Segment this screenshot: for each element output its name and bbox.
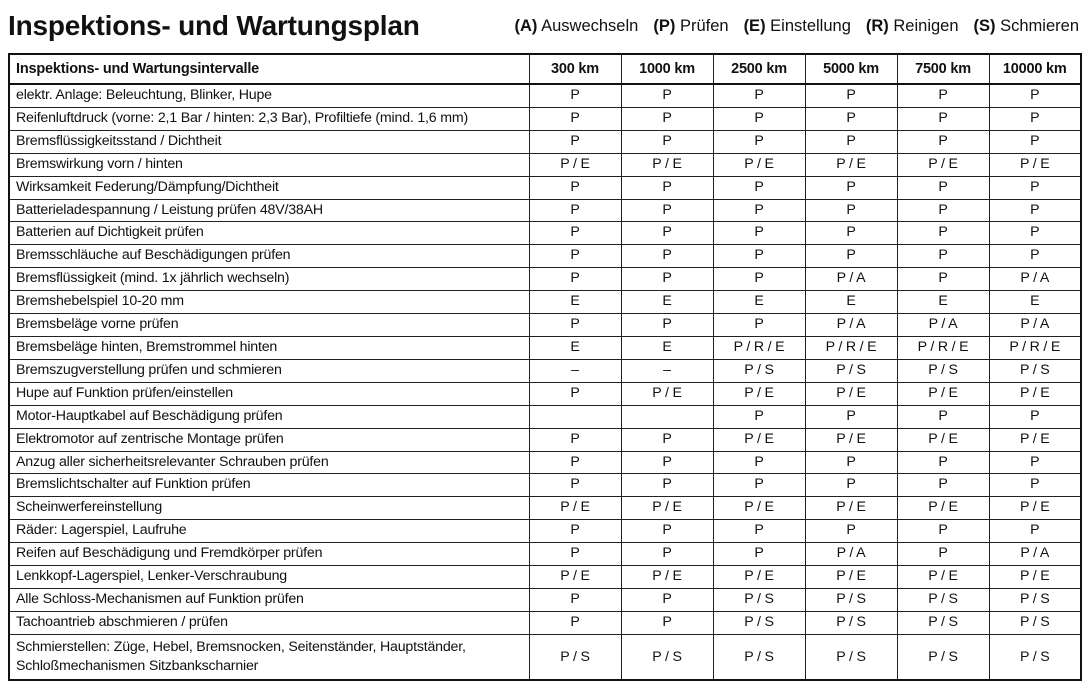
- table-row: [9, 405, 1081, 428]
- row-cell: P: [621, 268, 713, 291]
- row-cell: P: [897, 84, 989, 107]
- row-cell: P / S: [897, 359, 989, 382]
- row-cell: P / E: [897, 153, 989, 176]
- row-cell: P / S: [897, 611, 989, 634]
- row-cell: P / E: [989, 566, 1081, 589]
- row-cell: P: [713, 245, 805, 268]
- row-label: Motor-Hauptkabel auf Beschädigung prüfen: [9, 405, 529, 428]
- row-cell: P: [989, 245, 1081, 268]
- row-cell: P / S: [713, 611, 805, 634]
- row-cell: P: [805, 176, 897, 199]
- row-cell: P: [529, 268, 621, 291]
- row-label: Hupe auf Funktion prüfen/einstellen: [9, 382, 529, 405]
- row-cell: P / S: [805, 611, 897, 634]
- row-cell: P: [529, 84, 621, 107]
- row-cell: P / S: [805, 634, 897, 680]
- row-cell: P: [529, 199, 621, 222]
- row-cell: [621, 405, 713, 428]
- table-row: [9, 245, 1081, 268]
- table-row: [9, 543, 1081, 566]
- legend-label: Schmieren: [1000, 16, 1079, 35]
- table-row: [9, 474, 1081, 497]
- legend-code: (E): [743, 16, 766, 35]
- legend-code: (P): [653, 16, 676, 35]
- row-cell: P: [989, 84, 1081, 107]
- row-label: Bremswirkung vorn / hinten: [9, 153, 529, 176]
- row-cell: P / R / E: [805, 336, 897, 359]
- row-cell: P / A: [897, 314, 989, 337]
- maintenance-table-wrapper: [8, 53, 1080, 681]
- table-row: [9, 634, 1081, 680]
- row-label: Scheinwerfereinstellung: [9, 497, 529, 520]
- row-cell: P / S: [529, 634, 621, 680]
- row-cell: P / E: [989, 382, 1081, 405]
- page-header: [0, 0, 1087, 52]
- row-cell: P: [805, 405, 897, 428]
- table-row: [9, 359, 1081, 382]
- row-label: Räder: Lagerspiel, Laufruhe: [9, 520, 529, 543]
- row-cell: P / R / E: [897, 336, 989, 359]
- row-cell: P: [805, 107, 897, 130]
- maintenance-table: [8, 53, 1082, 681]
- row-cell: P: [621, 428, 713, 451]
- row-cell: P / E: [621, 566, 713, 589]
- row-cell: P: [621, 588, 713, 611]
- row-cell: P: [805, 84, 897, 107]
- row-cell: P: [713, 520, 805, 543]
- row-cell: E: [621, 336, 713, 359]
- row-cell: P: [805, 520, 897, 543]
- row-cell: P: [529, 222, 621, 245]
- row-cell: P: [897, 107, 989, 130]
- legend-code: (R): [865, 16, 889, 35]
- table-header-row: [9, 54, 1081, 84]
- row-cell: P: [713, 451, 805, 474]
- row-cell: P: [805, 199, 897, 222]
- row-cell: E: [897, 291, 989, 314]
- legend-label: Auswechseln: [541, 16, 639, 35]
- row-cell: P / S: [897, 588, 989, 611]
- row-cell: E: [529, 291, 621, 314]
- row-cell: P: [989, 520, 1081, 543]
- row-cell: P: [897, 222, 989, 245]
- row-cell: P: [621, 611, 713, 634]
- table-row: [9, 130, 1081, 153]
- row-cell: E: [529, 336, 621, 359]
- row-label: Bremsbeläge hinten, Bremstrommel hinten: [9, 336, 529, 359]
- row-cell: P: [897, 405, 989, 428]
- row-cell: P / E: [621, 382, 713, 405]
- row-cell: P / E: [529, 566, 621, 589]
- row-cell: P: [897, 176, 989, 199]
- table-row: [9, 107, 1081, 130]
- row-label: Wirksamkeit Federung/Dämpfung/Dichtheit: [9, 176, 529, 199]
- legend-code: (S): [973, 16, 996, 35]
- row-cell: P: [989, 199, 1081, 222]
- row-cell: P: [529, 176, 621, 199]
- row-cell: P: [621, 543, 713, 566]
- row-cell: P: [621, 107, 713, 130]
- column-header-interval: Inspektions- und Wartungsintervalle: [9, 54, 529, 84]
- table-row: [9, 153, 1081, 176]
- legend-item: [744, 17, 851, 36]
- row-cell: P / E: [529, 153, 621, 176]
- row-label: Tachoantrieb abschmieren / prüfen: [9, 611, 529, 634]
- table-row: [9, 222, 1081, 245]
- row-label: Batterien auf Dichtigkeit prüfen: [9, 222, 529, 245]
- row-cell: P: [805, 245, 897, 268]
- row-cell: P / S: [713, 359, 805, 382]
- legend-label: Prüfen: [679, 16, 729, 35]
- column-header-2500km: 2500 km: [713, 54, 805, 84]
- row-cell: P / A: [805, 314, 897, 337]
- row-label: elektr. Anlage: Beleuchtung, Blinker, Hupe: [9, 84, 529, 107]
- legend-item: [515, 17, 639, 36]
- row-label: Reifenluftdruck (vorne: 2,1 Bar / hinten: 2,3 Bar), Profiltiefe (mind. 1,6 mm): [9, 107, 529, 130]
- row-cell: E: [621, 291, 713, 314]
- row-cell: P / E: [897, 497, 989, 520]
- row-cell: P / E: [805, 153, 897, 176]
- row-cell: E: [805, 291, 897, 314]
- column-header-300km: 300 km: [529, 54, 621, 84]
- row-cell: P: [621, 199, 713, 222]
- row-cell: P / S: [621, 634, 713, 680]
- row-label: Bremshebelspiel 10-20 mm: [9, 291, 529, 314]
- row-cell: P: [621, 176, 713, 199]
- row-cell: P / E: [805, 382, 897, 405]
- row-label: Bremsschläuche auf Beschädigungen prüfen: [9, 245, 529, 268]
- row-cell: P / E: [805, 428, 897, 451]
- row-cell: P: [621, 245, 713, 268]
- table-row: [9, 428, 1081, 451]
- row-cell: P / S: [805, 588, 897, 611]
- row-cell: P: [621, 451, 713, 474]
- table-row: [9, 176, 1081, 199]
- row-cell: P / S: [989, 359, 1081, 382]
- row-cell: P / S: [713, 588, 805, 611]
- row-cell: P / R / E: [713, 336, 805, 359]
- row-cell: P: [897, 199, 989, 222]
- row-cell: P: [713, 314, 805, 337]
- table-row: [9, 497, 1081, 520]
- table-row: [9, 611, 1081, 634]
- row-cell: P: [989, 107, 1081, 130]
- table-row: [9, 382, 1081, 405]
- table-row: [9, 84, 1081, 107]
- row-label: Lenkkopf-Lagerspiel, Lenker-Verschraubung: [9, 566, 529, 589]
- row-cell: P: [713, 130, 805, 153]
- row-cell: P: [989, 222, 1081, 245]
- row-cell: P / E: [805, 566, 897, 589]
- row-label: Schmierstellen: Züge, Hebel, Bremsnocken, Seitenständer, Hauptständer, Schloßmechanismen Sitzbankscharnier: [9, 634, 529, 680]
- row-cell: P: [621, 130, 713, 153]
- row-cell: P / E: [713, 566, 805, 589]
- row-cell: –: [621, 359, 713, 382]
- row-cell: P: [897, 520, 989, 543]
- row-cell: P: [529, 543, 621, 566]
- row-cell: P: [713, 543, 805, 566]
- row-cell: P: [621, 84, 713, 107]
- row-cell: P: [713, 268, 805, 291]
- row-label: Elektromotor auf zentrische Montage prüfen: [9, 428, 529, 451]
- row-cell: P: [713, 176, 805, 199]
- row-cell: P: [989, 474, 1081, 497]
- column-header-5000km: 5000 km: [805, 54, 897, 84]
- row-cell: P: [989, 405, 1081, 428]
- row-cell: P: [529, 130, 621, 153]
- row-label: Batterieladespannung / Leistung prüfen 48V/38AH: [9, 199, 529, 222]
- row-cell: P: [529, 428, 621, 451]
- column-header-7500km: 7500 km: [897, 54, 989, 84]
- row-cell: P / E: [713, 497, 805, 520]
- row-cell: P: [529, 520, 621, 543]
- row-cell: P: [989, 176, 1081, 199]
- row-cell: P / E: [621, 497, 713, 520]
- row-label: Bremszugverstellung prüfen und schmieren: [9, 359, 529, 382]
- row-cell: E: [713, 291, 805, 314]
- row-cell: P: [989, 130, 1081, 153]
- row-cell: P: [805, 130, 897, 153]
- row-cell: P / S: [989, 588, 1081, 611]
- row-cell: P: [621, 520, 713, 543]
- row-cell: P / E: [897, 382, 989, 405]
- row-cell: P: [529, 451, 621, 474]
- row-cell: P / E: [989, 428, 1081, 451]
- row-cell: P / R / E: [989, 336, 1081, 359]
- row-cell: P: [529, 245, 621, 268]
- row-cell: P / A: [989, 543, 1081, 566]
- row-cell: P / E: [529, 497, 621, 520]
- row-cell: P: [529, 588, 621, 611]
- row-cell: P / E: [989, 497, 1081, 520]
- legend: [515, 17, 1079, 36]
- row-cell: P / S: [805, 359, 897, 382]
- table-row: [9, 588, 1081, 611]
- row-cell: P: [621, 222, 713, 245]
- legend-label: Einstellung: [770, 16, 851, 35]
- row-cell: P: [805, 474, 897, 497]
- row-cell: P / A: [989, 268, 1081, 291]
- table-row: [9, 314, 1081, 337]
- row-cell: P: [529, 382, 621, 405]
- row-cell: P: [529, 611, 621, 634]
- row-cell: P: [897, 268, 989, 291]
- legend-item: [974, 17, 1079, 36]
- row-cell: P: [897, 130, 989, 153]
- row-cell: P / E: [989, 153, 1081, 176]
- table-row: [9, 566, 1081, 589]
- row-cell: [529, 405, 621, 428]
- row-label: Reifen auf Beschädigung und Fremdkörper prüfen: [9, 543, 529, 566]
- table-row: [9, 199, 1081, 222]
- row-cell: P / E: [713, 428, 805, 451]
- table-row: [9, 451, 1081, 474]
- row-cell: P / S: [897, 634, 989, 680]
- legend-label: Reinigen: [893, 16, 959, 35]
- row-label: Bremsflüssigkeit (mind. 1x jährlich wechseln): [9, 268, 529, 291]
- row-cell: P: [713, 405, 805, 428]
- row-cell: P / E: [897, 566, 989, 589]
- row-cell: P / E: [713, 382, 805, 405]
- column-header-10000km: 10000 km: [989, 54, 1081, 84]
- row-cell: P: [989, 451, 1081, 474]
- legend-item: [866, 17, 959, 36]
- row-label: Anzug aller sicherheitsrelevanter Schrauben prüfen: [9, 451, 529, 474]
- row-label: Bremslichtschalter auf Funktion prüfen: [9, 474, 529, 497]
- row-cell: P: [529, 474, 621, 497]
- row-label: Bremsbeläge vorne prüfen: [9, 314, 529, 337]
- row-cell: P / S: [989, 611, 1081, 634]
- row-cell: P / E: [897, 428, 989, 451]
- row-cell: P / A: [805, 268, 897, 291]
- row-cell: P: [805, 222, 897, 245]
- row-cell: P: [713, 107, 805, 130]
- row-cell: P: [621, 474, 713, 497]
- row-cell: P / E: [621, 153, 713, 176]
- row-cell: P / E: [713, 153, 805, 176]
- row-cell: P: [713, 222, 805, 245]
- row-cell: P: [805, 451, 897, 474]
- row-cell: E: [989, 291, 1081, 314]
- row-cell: P / S: [713, 634, 805, 680]
- row-cell: P: [529, 107, 621, 130]
- row-cell: P: [713, 84, 805, 107]
- row-cell: P: [621, 314, 713, 337]
- row-cell: P / S: [989, 634, 1081, 680]
- row-label: Bremsflüssigkeitsstand / Dichtheit: [9, 130, 529, 153]
- row-cell: P / A: [805, 543, 897, 566]
- row-cell: P / A: [989, 314, 1081, 337]
- row-cell: P: [529, 314, 621, 337]
- row-label: Alle Schloss-Mechanismen auf Funktion prüfen: [9, 588, 529, 611]
- row-cell: P: [897, 474, 989, 497]
- table-row: [9, 291, 1081, 314]
- row-cell: P: [713, 199, 805, 222]
- page-title: Inspektions- und Wartungsplan: [8, 10, 420, 41]
- table-row: [9, 268, 1081, 291]
- legend-item: [653, 17, 728, 36]
- column-header-1000km: 1000 km: [621, 54, 713, 84]
- row-cell: P: [897, 451, 989, 474]
- legend-code: (A): [514, 16, 538, 35]
- row-cell: P / E: [805, 497, 897, 520]
- row-cell: P: [897, 245, 989, 268]
- table-row: [9, 336, 1081, 359]
- row-cell: P: [713, 474, 805, 497]
- table-row: [9, 520, 1081, 543]
- row-cell: –: [529, 359, 621, 382]
- row-cell: P: [897, 543, 989, 566]
